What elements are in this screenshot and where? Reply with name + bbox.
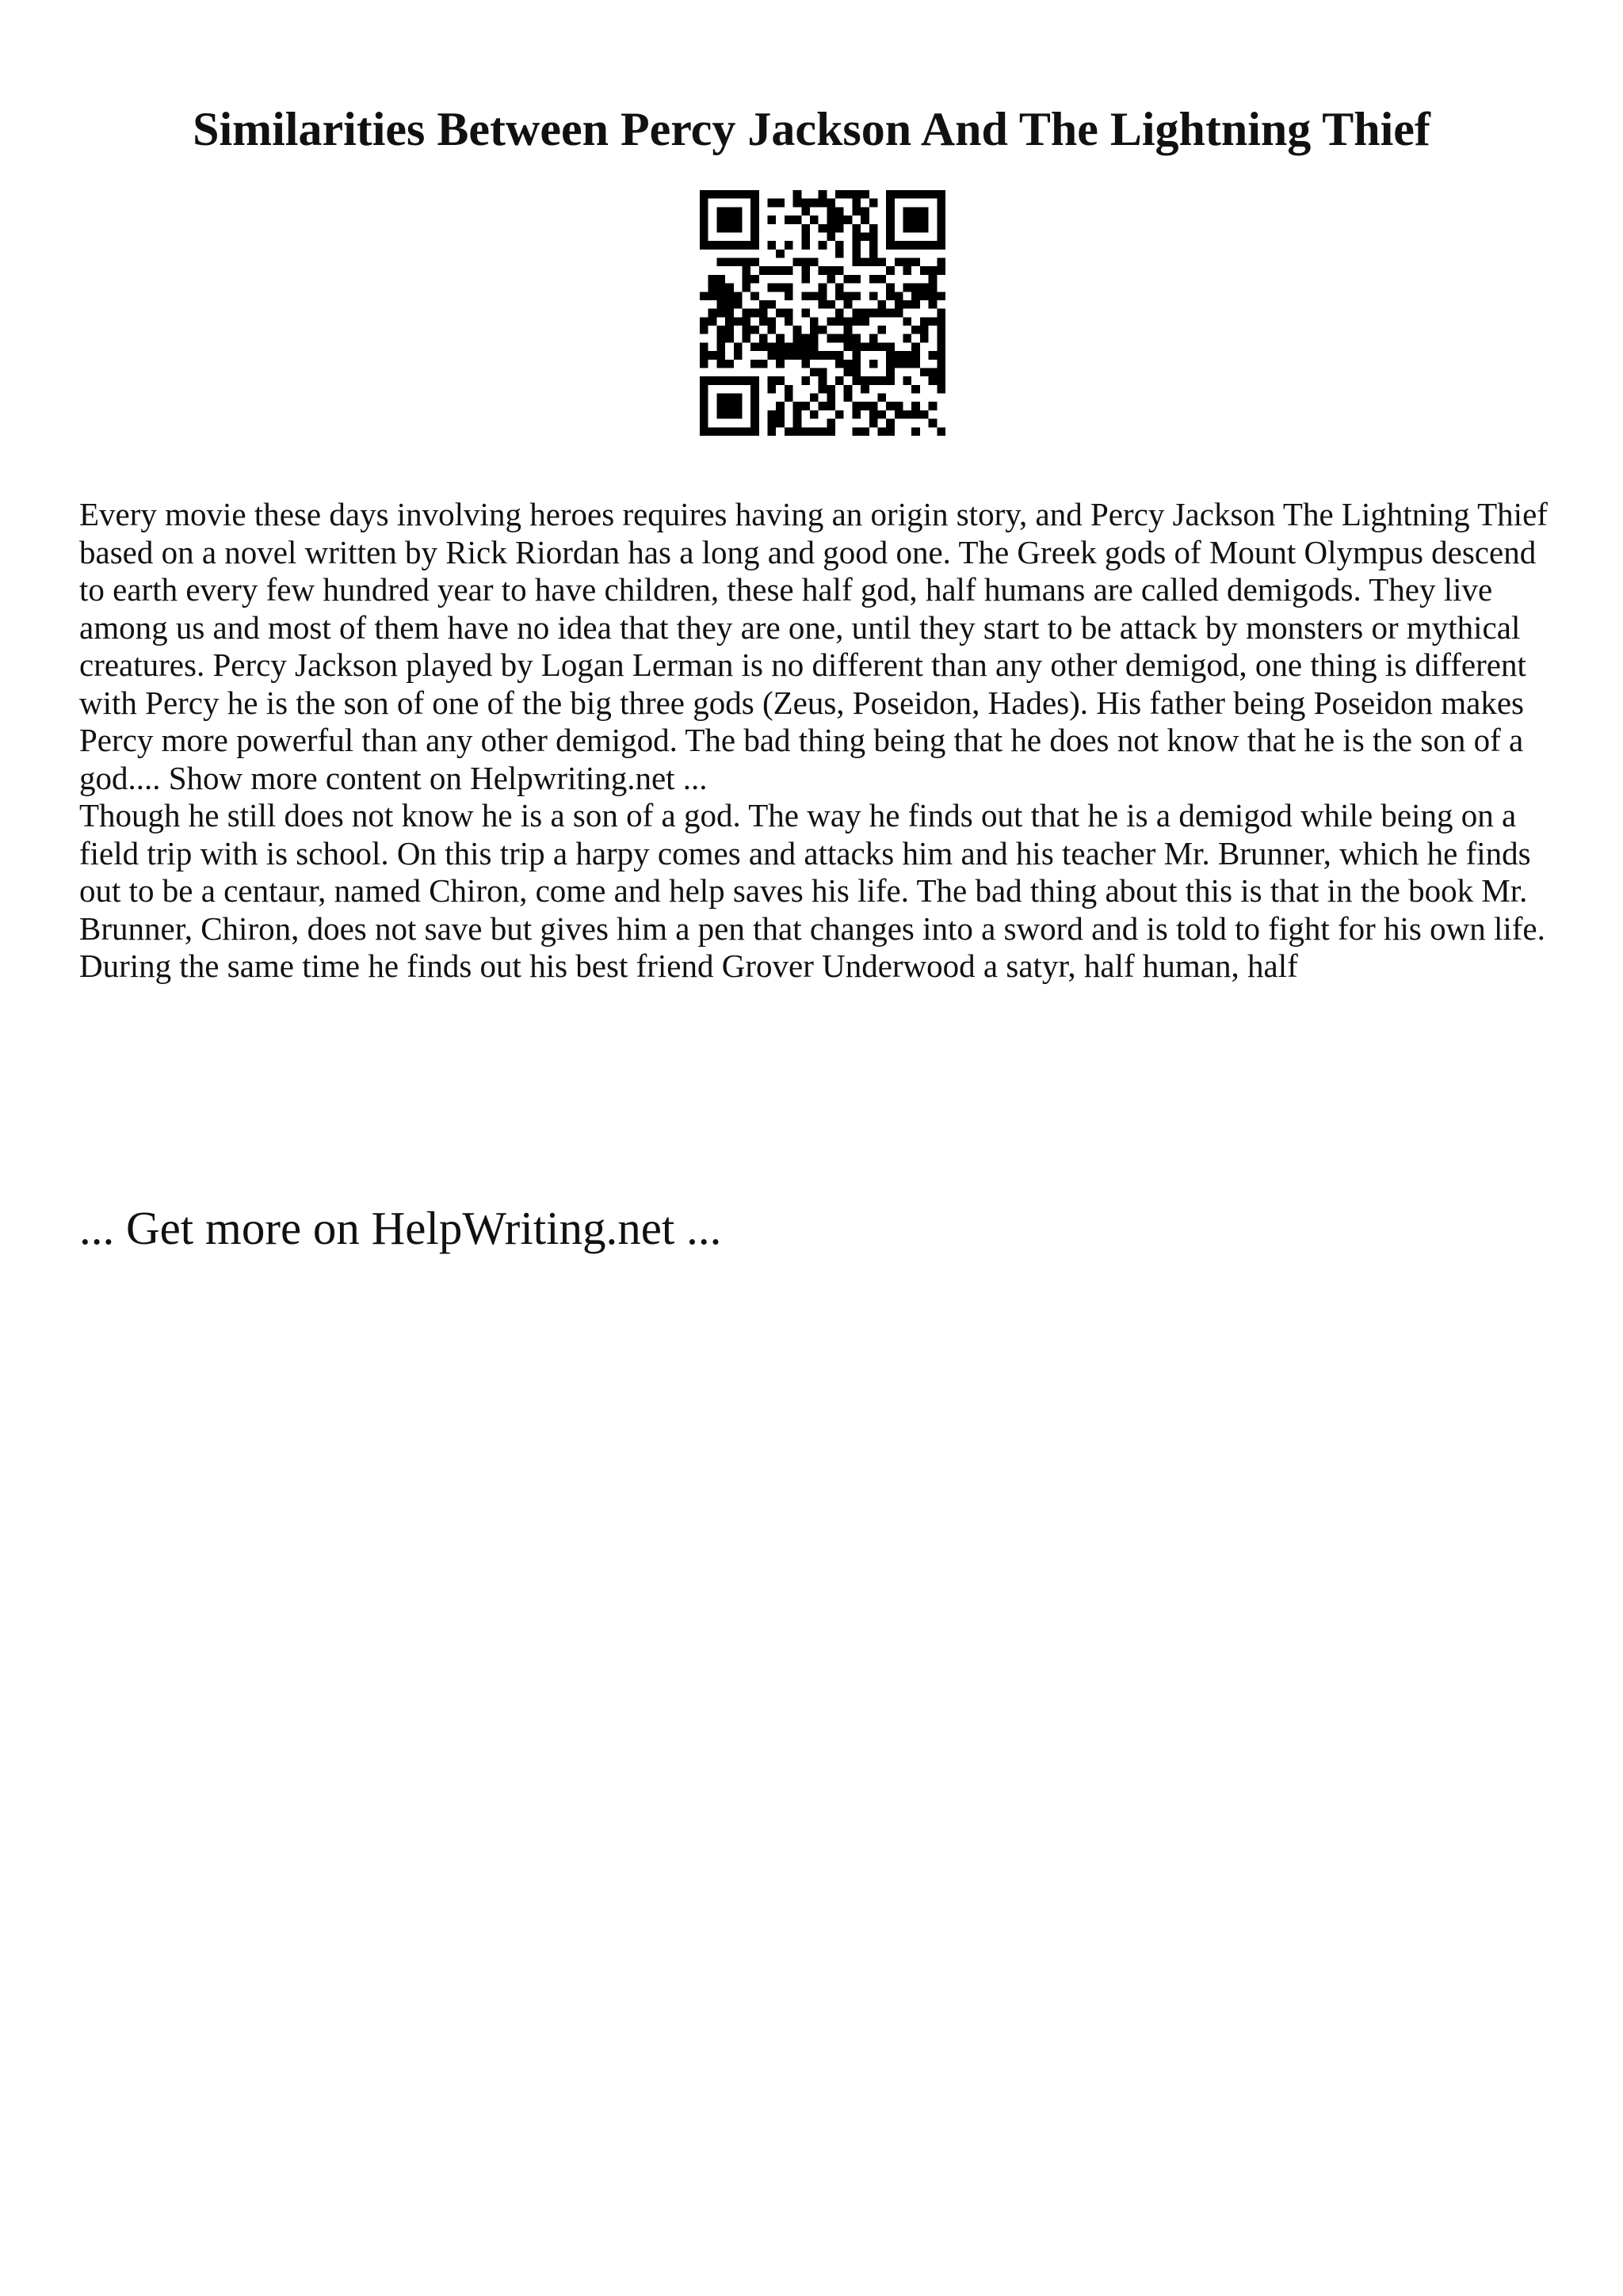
paragraph-1: Every movie these days involving heroes requires having an origin story, and Percy Jackson The Lightning Thief based on a novel written by Rick Riordan has a long and good one. The Greek gods of Mount Olympus descend to earth every few hundred year to have children, these half god, half humans are called demigods. They live among us and most of them have no idea that they are one, until they start to be attack by monsters or mythical creatures. Percy Jackson played by Logan Lerman is no different than any other demigod, one thing is different with Percy he is the son of one of the big three gods (Zeus, Poseidon, Hades). His father being Poseidon makes Percy more powerful than any other demigod. The bad thing being that he does not know that he is the son of a god.... Show more content on Helpwriting.net ...: [79, 496, 1548, 796]
get-more-link[interactable]: ... Get more on HelpWriting.net ...: [79, 1202, 722, 1254]
paragraph-2: Though he still does not know he is a son of a god. The way he finds out that he is a demigod while being on a field trip with is school. On this trip a harpy comes and attacks him and his teacher Mr. Brunner, which he finds out to be a centaur, named Chiron, come and help saves his life. The bad thing about this is that in the book Mr. Brunner, Chiron, does not save but gives him a pen that changes into a sword and is told to fight for his own life. During the same time he finds out his best friend Grover Underwood a satyr, half human, half: [79, 797, 1545, 984]
qr-code-icon: [700, 190, 945, 436]
article-body: [79, 496, 1553, 986]
page-title: Similarities Between Percy Jackson And The Lightning Thief: [193, 103, 1430, 155]
